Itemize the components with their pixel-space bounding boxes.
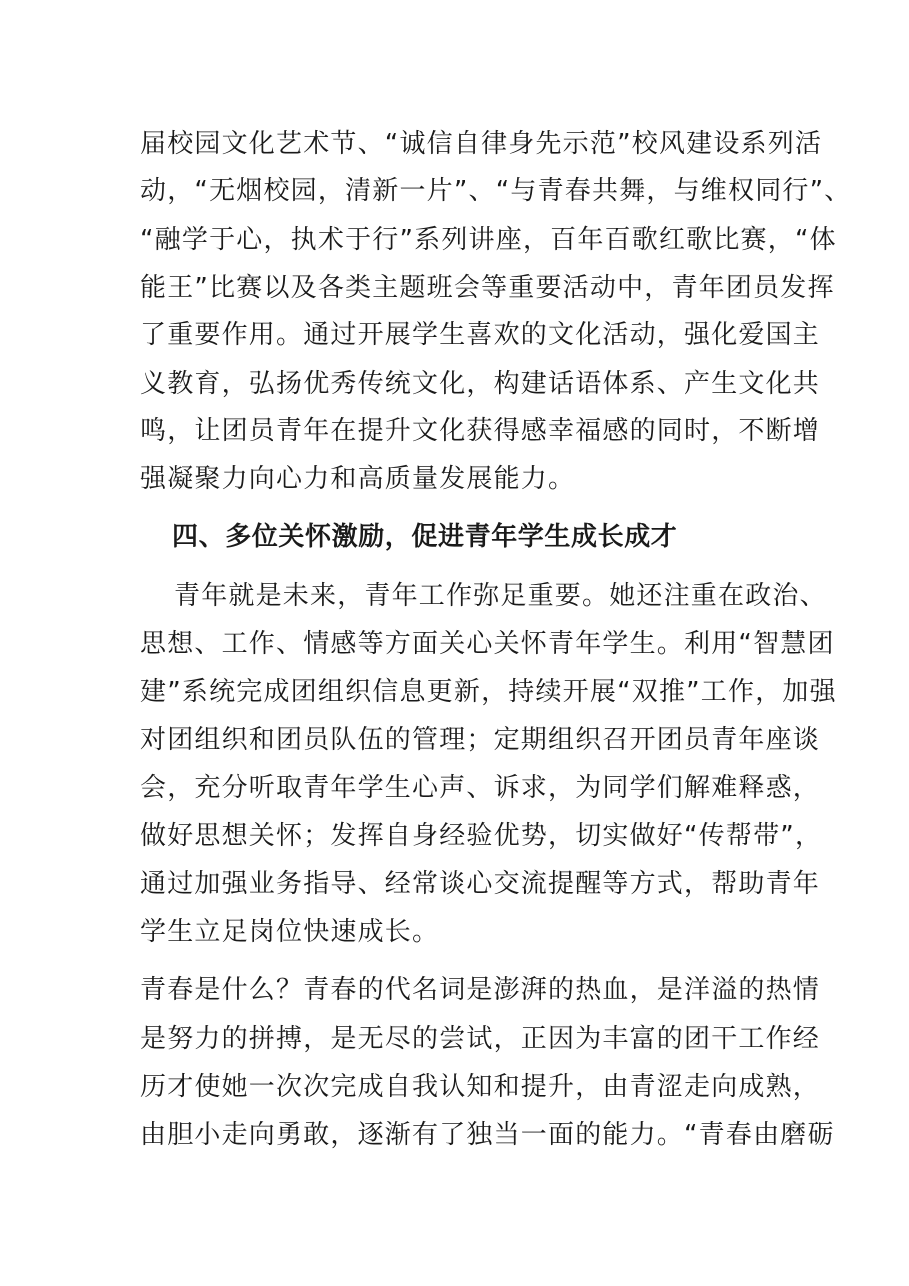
- paragraph-line: 届校园文化艺术节、“诚信自律身先示范”校风建设系列活: [140, 129, 823, 159]
- paragraph-line: 思想、工作、情感等方面关心关怀青年学生。利用“智慧团: [140, 629, 835, 659]
- paragraph-line: 通过加强业务指导、经常谈心交流提醒等方式，帮助青年: [140, 869, 821, 899]
- paragraph-line: 由胆小走向勇敢，逐渐有了独当一面的能力。“青春由磨砺: [140, 1120, 835, 1150]
- paragraph-line: 是努力的拼搏，是无尽的尝试，正因为丰富的团干工作经: [140, 1024, 821, 1054]
- paragraph-line: 义教育，弘扬优秀传统文化，构建话语体系、产生文化共: [140, 369, 821, 399]
- paragraph-line: 强凝聚力向心力和高质量发展能力。: [140, 464, 576, 494]
- paragraph-line: 动，“无烟校园，清新一片”、“与青春共舞，与维权同行”、: [140, 176, 852, 206]
- paragraph-line: 会，充分听取青年学生心声、诉求，为同学们解难释惑，: [140, 773, 821, 803]
- paragraph-line: “融学于心，执术于行”系列讲座，百年百歌红歌比赛，“体: [140, 225, 837, 255]
- section-heading: 四、多位关怀激励，促进青年学生成长成才: [172, 522, 678, 552]
- paragraph-line: 鸣，让团员青年在提升文化获得感幸福感的同时，不断增: [140, 416, 821, 446]
- paragraph-line: 青年就是未来，青年工作弥足重要。她还注重在政治、: [174, 581, 827, 611]
- paragraph-line: 建”系统完成团组织信息更新，持续开展“双推”工作，加强: [140, 677, 837, 707]
- paragraph-line: 对团组织和团员队伍的管理；定期组织召开团员青年座谈: [140, 725, 821, 755]
- paragraph-line: 做好思想关怀；发挥自身经验优势，切实做好“传帮带”，: [140, 821, 823, 851]
- paragraph-line: 历才使她一次次完成自我认知和提升，由青涩走向成熟，: [140, 1072, 821, 1102]
- paragraph-line: 能王”比赛以及各类主题班会等重要活动中，青年团员发挥: [140, 273, 835, 303]
- paragraph-line: 青春是什么？青春的代名词是澎湃的热血，是洋溢的热情: [140, 975, 821, 1005]
- paragraph-line: 学生立足岗位快速成长。: [140, 917, 440, 947]
- paragraph-line: 了重要作用。通过开展学生喜欢的文化活动，强化爱国主: [140, 320, 821, 350]
